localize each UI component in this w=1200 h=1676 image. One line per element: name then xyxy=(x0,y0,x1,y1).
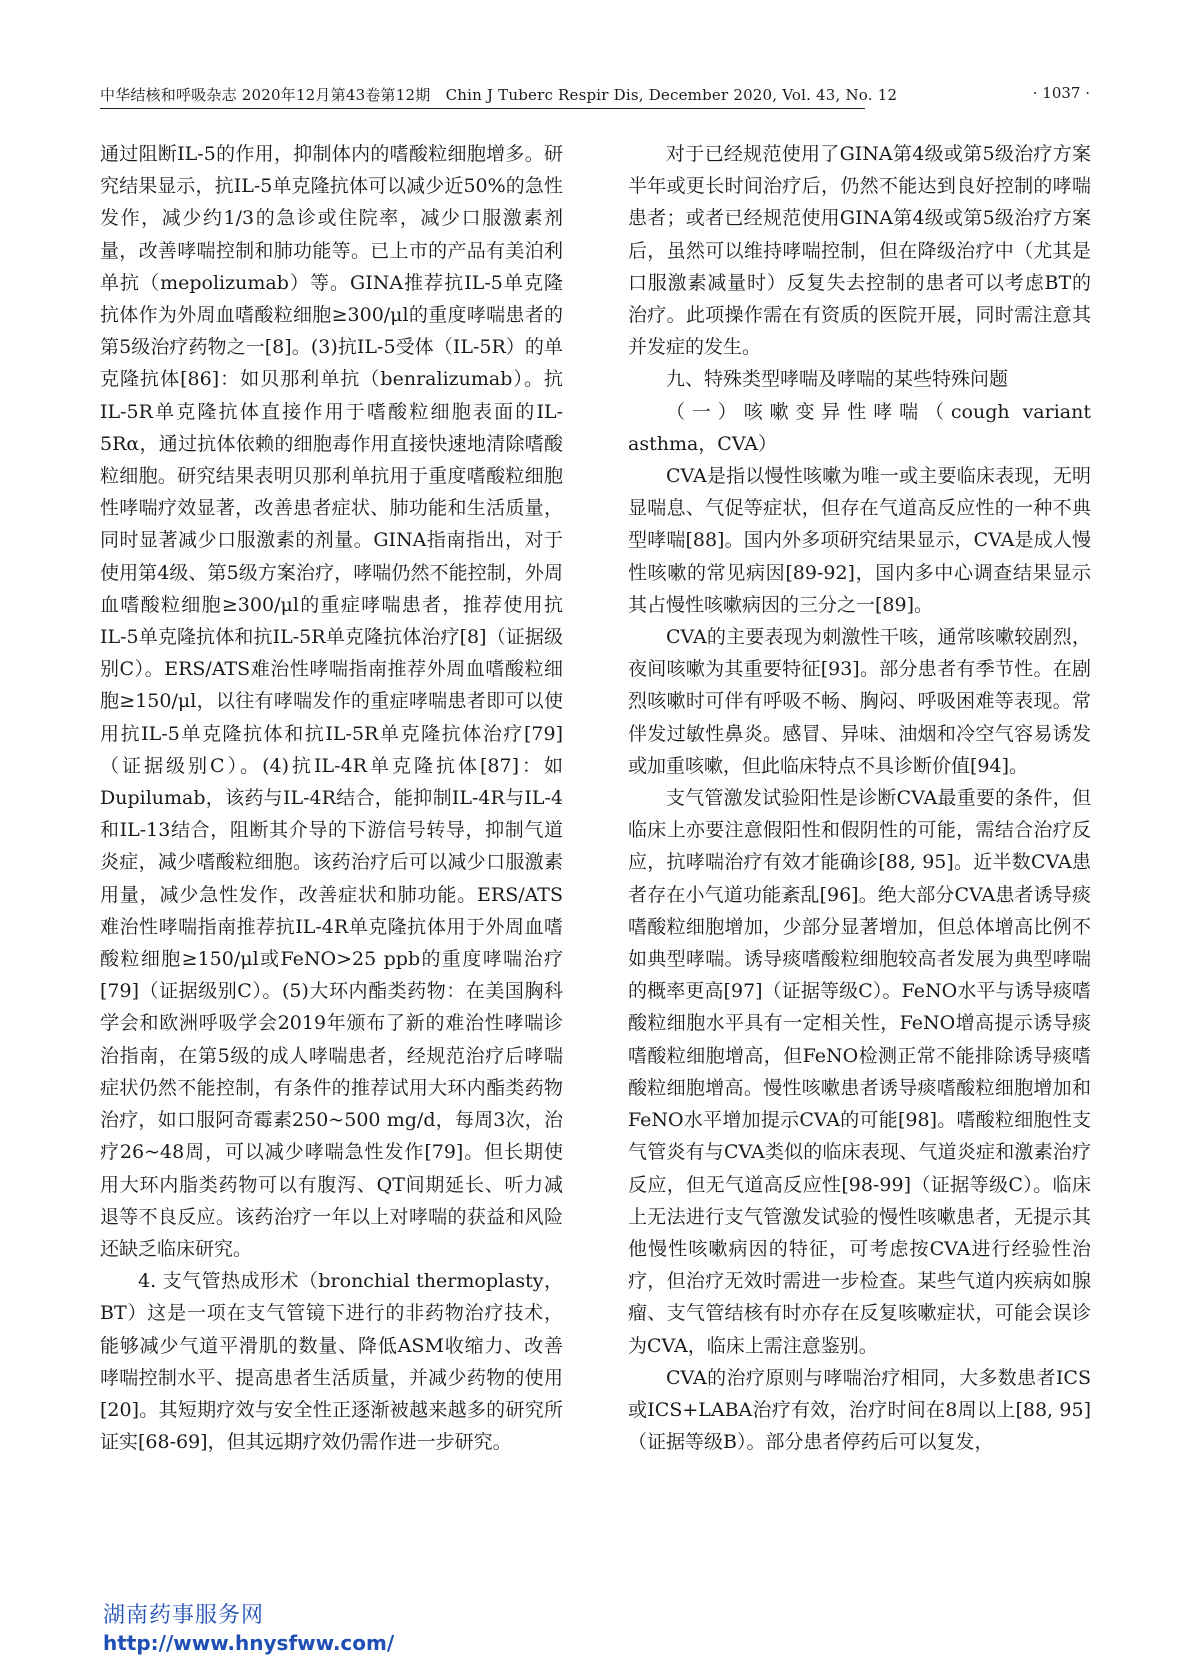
right-column xyxy=(628,138,1091,1458)
paragraph: 对于已经规范使用了GINA第4级或第5级治疗方案半年或更长时间治疗后，仍然不能达到良好控制的哮喘患者；或者已经规范使用GINA第4级或第5级治疗方案后，虽然可以维持哮喘控制，但在降级治疗中（尤其是口服激素减量时）反复失去控制的患者可以考虑BT的治疗。此项操作需在有资质的医院开展，同时需注意其并发症的发生。 xyxy=(628,143,1091,359)
header-rule xyxy=(100,108,865,109)
watermark-site-name: 湖南药事服务网 xyxy=(103,1603,265,1628)
paragraph: 支气管激发试验阳性是诊断CVA最重要的条件，但临床上亦要注意假阳性和假阴性的可能，需结合治疗反应，抗哮喘治疗有效才能确诊[88, 95]。近半数CVA患者存在小气道功能紊乱[96]。绝大部分CVA患者诱导痰嗜酸粒细胞增加，少部分显著增加，但总体增高比例不如典型哮喘。诱导痰嗜酸粒细胞较高者发展为典型哮喘的概率更高[97]（证据等级C）。FeNO水平与诱导痰嗜酸粒细胞水平具有一定相关性，FeNO增高提示诱导痰嗜酸粒细胞增高，但FeNO检测正常不能排除诱导痰嗜酸粒细胞增高。慢性咳嗽患者诱导痰嗜酸粒细胞增加和FeNO水平增加提示CVA的可能[98]。嗜酸粒细胞性支气管炎有与CVA类似的临床表现、气道炎症和激素治疗反应，但无气道高反应性[98-99]（证据等级C）。临床上无法进行支气管激发试验的慢性咳嗽患者，无提示其他慢性咳嗽病因的特征，可考虑按CVA进行经验性治疗，但治疗无效时需进一步检查。某些气道内疾病如腺瘤、支气管结核有时亦存在反复咳嗽症状，可能会误诊为CVA，临床上需注意鉴别。 xyxy=(628,787,1091,1357)
paragraph: CVA是指以慢性咳嗽为唯一或主要临床表现，无明显喘息、气促等症状，但存在气道高反应性的一种不典型哮喘[88]。国内外多项研究结果显示，CVA是成人慢性咳嗽的常见病因[89-92]，国内多中心调查结果显示其占慢性咳嗽病因的三分之一[89]。 xyxy=(628,465,1091,616)
site-watermark xyxy=(103,1602,394,1656)
paragraph: 通过阻断IL-5的作用，抑制体内的嗜酸粒细胞增多。研究结果显示，抗IL-5单克隆抗体可以减少近50%的急性发作，减少约1/3的急诊或住院率，减少口服激素剂量，改善哮喘控制和肺功能等。已上市的产品有美泊利单抗（mepolizumab）等。GINA推荐抗IL-5单克隆抗体作为外周血嗜酸粒细胞≥300/μl的重度哮喘患者的第5级治疗药物之一[8]。(3)抗IL-5受体（IL-5R）的单克隆抗体[86]：如贝那利单抗（benralizumab）。抗IL-5R单克隆抗体直接作用于嗜酸粒细胞表面的IL-5Rα，通过抗体依赖的细胞毒作用直接快速地清除嗜酸粒细胞。研究结果表明贝那利单抗用于重度嗜酸粒细胞性哮喘疗效显著，改善患者症状、肺功能和生活质量，同时显著减少口服激素的剂量。GINA指南指出，对于使用第4级、第5级方案治疗，哮喘仍然不能控制，外周血嗜酸粒细胞≥300/μl的重症哮喘患者，推荐使用抗IL-5单克隆抗体和抗IL-5R单克隆抗体治疗[8]（证据级别C）。ERS/ATS难治性哮喘指南推荐外周血嗜酸粒细胞≥150/μl，以往有哮喘发作的重症哮喘患者即可以使用抗IL-5单克隆抗体和抗IL-5R单克隆抗体治疗[79]（证据级别C）。(4)抗IL-4R单克隆抗体[87]：如Dupilumab，该药与IL-4R结合，能抑制IL-4R与IL-4和IL-13结合，阻断其介导的下游信号转导，抑制气道炎症，减少嗜酸粒细胞。该药治疗后可以减少口服激素用量，减少急性发作，改善症状和肺功能。ERS/ATS难治性哮喘指南推荐抗IL-4R单克隆抗体用于外周血嗜酸粒细胞≥150/μl或FeNO>25 ppb的重度哮喘治疗[79]（证据级别C）。(5)大环内酯类药物：在美国胸科学会和欧洲呼吸学会2019年颁布了新的难治性哮喘诊治指南，在第5级的成人哮喘患者，经规范治疗后哮喘症状仍然不能控制，有条件的推荐试用大环内酯类药物治疗，如口服阿奇霉素250~500 mg/d，每周3次，治疗26~48周，可以减少哮喘急性发作[79]。但长期使用大环内脂类药物可以有腹泻、QT间期延长、听力减退等不良反应。该药治疗一年以上对哮喘的获益和风险还缺乏临床研究。 xyxy=(100,143,563,1260)
section-heading: 九、特殊类型哮喘及哮喘的某些特殊问题 xyxy=(666,368,1009,391)
paragraph: CVA的主要表现为刺激性干咳，通常咳嗽较剧烈，夜间咳嗽为其重要特征[93]。部分患者有季节性。在剧烈咳嗽时可伴有呼吸不畅、胸闷、呼吸困难等表现。常伴发过敏性鼻炎。感冒、异味、油烟和冷空气容易诱发或加重咳嗽，但此临床特点不具诊断价值[94]。 xyxy=(628,626,1091,777)
page-number: · 1037 · xyxy=(1032,84,1090,102)
left-column xyxy=(100,138,563,1458)
watermark-url[interactable]: http://www.hnysfww.com/ xyxy=(103,1631,395,1655)
paragraph: 4. 支气管热成形术（bronchial thermoplasty，BT）这是一项在支气管镜下进行的非药物治疗技术，能够减少气道平滑肌的数量、降低ASM收缩力、改善哮喘控制水平、提高患者生活质量，并减少药物的使用[20]。其短期疗效与安全性正逐渐被越来越多的研究所证实[68-69]，但其远期疗效仍需作进一步研究。 xyxy=(100,1270,563,1454)
running-header xyxy=(100,84,1090,108)
journal-citation: 中华结核和呼吸杂志 2020年12月第43卷第12期 Chin J Tuberc Respir Dis, December 2020, Vol. 43, No. 12 xyxy=(100,86,898,104)
subsection-heading: （一）咳嗽变异性哮喘（cough variant asthma，CVA） xyxy=(628,400,1091,455)
paragraph: CVA的治疗原则与哮喘治疗相同，大多数患者ICS或ICS+LABA治疗有效，治疗时间在8周以上[88, 95]（证据等级B）。部分患者停药后可以复发， xyxy=(628,1366,1091,1454)
